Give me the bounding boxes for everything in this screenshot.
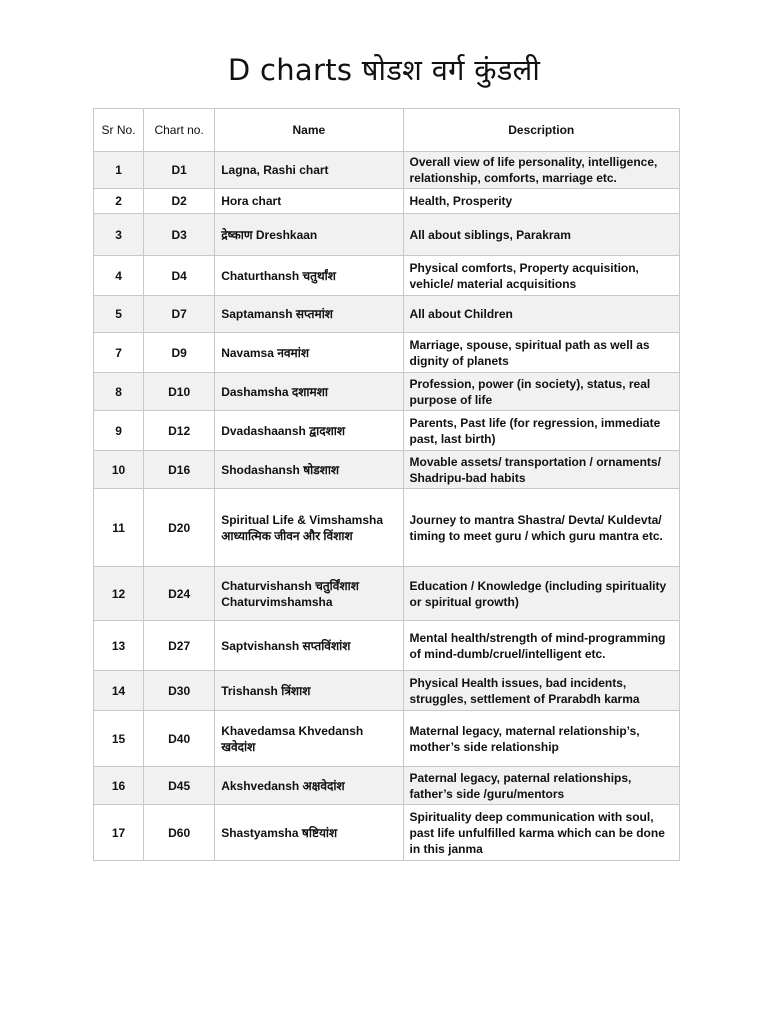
name-cell: Trishansh त्रिंशाश (215, 671, 403, 711)
description-cell: Education / Knowledge (including spirituality or spiritual growth) (403, 567, 680, 621)
name-cell: Dvadashaansh द्वादशाश (215, 411, 403, 451)
header-description: Description (403, 109, 680, 152)
chart-cell: D10 (144, 373, 215, 411)
sr-cell: 9 (94, 411, 144, 451)
description-cell: All about siblings, Parakram (403, 214, 680, 256)
chart-cell: D7 (144, 296, 215, 333)
header-sr-no: Sr No. (94, 109, 144, 152)
table-row (94, 214, 680, 256)
sr-cell: 4 (94, 256, 144, 296)
table-row (94, 373, 680, 411)
sr-cell: 5 (94, 296, 144, 333)
description-cell: Profession, power (in society), status, real purpose of life (403, 373, 680, 411)
sr-cell: 7 (94, 333, 144, 373)
table-row (94, 189, 680, 214)
description-cell: Overall view of life personality, intelligence, relationship, comforts, marriage etc. (403, 152, 680, 189)
name-cell: Shodashansh षोडशाश (215, 451, 403, 489)
sr-cell: 15 (94, 711, 144, 767)
table-header-row (94, 109, 680, 152)
chart-cell: D9 (144, 333, 215, 373)
chart-cell: D27 (144, 621, 215, 671)
chart-cell: D45 (144, 767, 215, 805)
sr-cell: 17 (94, 805, 144, 861)
table-row (94, 621, 680, 671)
description-cell: Health, Prosperity (403, 189, 680, 214)
chart-cell: D40 (144, 711, 215, 767)
chart-cell: D1 (144, 152, 215, 189)
table-row (94, 333, 680, 373)
name-cell: द्रेष्काण Dreshkaan (215, 214, 403, 256)
chart-cell: D12 (144, 411, 215, 451)
table-row (94, 489, 680, 567)
table-row (94, 411, 680, 451)
description-cell: All about Children (403, 296, 680, 333)
sr-cell: 13 (94, 621, 144, 671)
sr-cell: 1 (94, 152, 144, 189)
table-row (94, 805, 680, 861)
chart-cell: D60 (144, 805, 215, 861)
table-row (94, 296, 680, 333)
description-cell: Journey to mantra Shastra/ Devta/ Kuldevta/ timing to meet guru / which guru mantra etc. (403, 489, 680, 567)
chart-cell: D3 (144, 214, 215, 256)
chart-cell: D16 (144, 451, 215, 489)
sr-cell: 14 (94, 671, 144, 711)
description-cell: Physical comforts, Property acquisition, vehicle/ material acquisitions (403, 256, 680, 296)
name-cell: Chaturthansh चतुर्थांश (215, 256, 403, 296)
sr-cell: 12 (94, 567, 144, 621)
name-cell: Navamsa नवमांश (215, 333, 403, 373)
table-row (94, 451, 680, 489)
page-title: D charts षोडश वर्ग कुंडली (227, 53, 541, 87)
description-cell: Movable assets/ transportation / ornaments/ Shadripu-bad habits (403, 451, 680, 489)
d-charts-table (93, 108, 680, 861)
chart-cell: D2 (144, 189, 215, 214)
sr-cell: 3 (94, 214, 144, 256)
table-row (94, 152, 680, 189)
description-cell: Parents, Past life (for regression, immediate past, last birth) (403, 411, 680, 451)
chart-cell: D4 (144, 256, 215, 296)
description-cell: Maternal legacy, maternal relationship’s, mother’s side relationship (403, 711, 680, 767)
chart-cell: D24 (144, 567, 215, 621)
name-cell: Akshvedansh अक्षवेदांश (215, 767, 403, 805)
sr-cell: 8 (94, 373, 144, 411)
sr-cell: 10 (94, 451, 144, 489)
description-cell: Physical Health issues, bad incidents, struggles, settlement of Prarabdh karma (403, 671, 680, 711)
table-row (94, 671, 680, 711)
header-name: Name (215, 109, 403, 152)
table-row (94, 256, 680, 296)
table-row (94, 711, 680, 767)
table-row (94, 767, 680, 805)
name-cell: Khavedamsa Khvedansh खवेदांश (215, 711, 403, 767)
name-cell: Hora chart (215, 189, 403, 214)
name-cell: Dashamsha दशामशा (215, 373, 403, 411)
name-cell: Saptamansh सप्तमांश (215, 296, 403, 333)
name-cell: Lagna, Rashi chart (215, 152, 403, 189)
sr-cell: 16 (94, 767, 144, 805)
name-cell: Saptvishansh सप्तविंशांश (215, 621, 403, 671)
sr-cell: 2 (94, 189, 144, 214)
chart-cell: D30 (144, 671, 215, 711)
chart-cell: D20 (144, 489, 215, 567)
description-cell: Mental health/strength of mind-programming of mind-dumb/cruel/intelligent etc. (403, 621, 680, 671)
name-cell: Chaturvishansh चतुर्विंशाश Chaturvimshamsha (215, 567, 403, 621)
table-row (94, 567, 680, 621)
name-cell: Shastyamsha षष्टियांश (215, 805, 403, 861)
header-chart-no: Chart no. (144, 109, 215, 152)
description-cell: Spirituality deep communication with soul, past life unfulfilled karma which can be done in this janma (403, 805, 680, 861)
name-cell: Spiritual Life & Vimshamsha आध्यात्मिक जीवन और विंशाश (215, 489, 403, 567)
description-cell: Marriage, spouse, spiritual path as well as dignity of planets (403, 333, 680, 373)
sr-cell: 11 (94, 489, 144, 567)
description-cell: Paternal legacy, paternal relationships, father’s side /guru/mentors (403, 767, 680, 805)
